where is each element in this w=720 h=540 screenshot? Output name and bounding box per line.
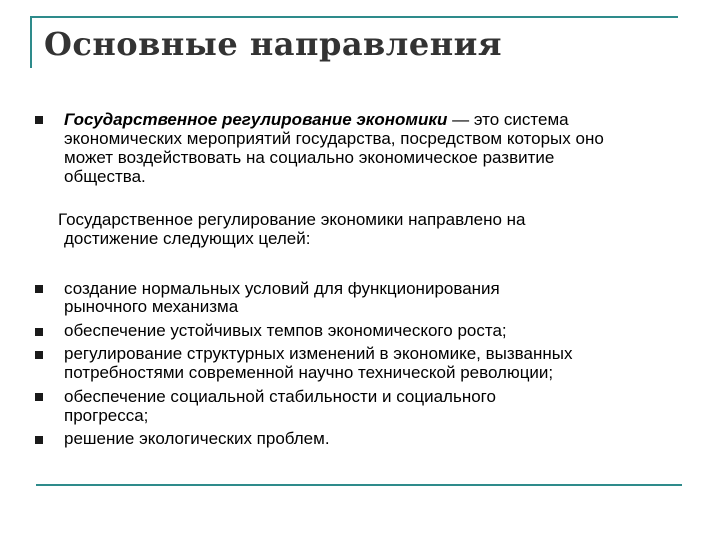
frame-top-line [30, 16, 678, 18]
bottom-divider [36, 484, 682, 486]
definition-line-1 [64, 110, 569, 129]
goal-item-4-line-1: обеспечение социальной стабильности и социального [64, 387, 496, 406]
goal-item-1-line-1: создание нормальных условий для функционирования [64, 279, 500, 298]
bullet-marker [35, 351, 43, 359]
bullet-marker [35, 285, 43, 293]
definition-line-4: общества. [64, 167, 146, 186]
frame-left-line [30, 16, 32, 68]
bullet-marker [35, 393, 43, 401]
bullet-marker [35, 436, 43, 444]
bullet-marker [35, 116, 43, 124]
definition-line-2: экономических мероприятий государства, посредством которых оно [64, 129, 604, 148]
goal-item-1-line-2: рыночного механизма [64, 297, 239, 316]
goal-item-4-line-2: прогресса; [64, 406, 149, 425]
slide-title: Основные направления [44, 25, 502, 63]
intro-line-1: Государственное регулирование экономики направлено на [58, 210, 526, 229]
goal-item-2-line-1: обеспечение устойчивых темпов экономического роста; [64, 321, 507, 340]
goal-item-3-line-1: регулирование структурных изменений в экономике, вызванных [64, 344, 573, 363]
definition-line-3: может воздействовать на социально экономическое развитие [64, 148, 555, 167]
goal-item-5-line-1: решение экологических проблем. [64, 429, 330, 448]
bullet-marker [35, 328, 43, 336]
goal-item-3-line-2: потребностями современной научно технической революции; [64, 363, 554, 382]
definition-rest: — это система [447, 110, 569, 129]
definition-term: Государственное регулирование экономики [64, 110, 448, 129]
intro-line-2: достижение следующих целей: [64, 229, 311, 248]
